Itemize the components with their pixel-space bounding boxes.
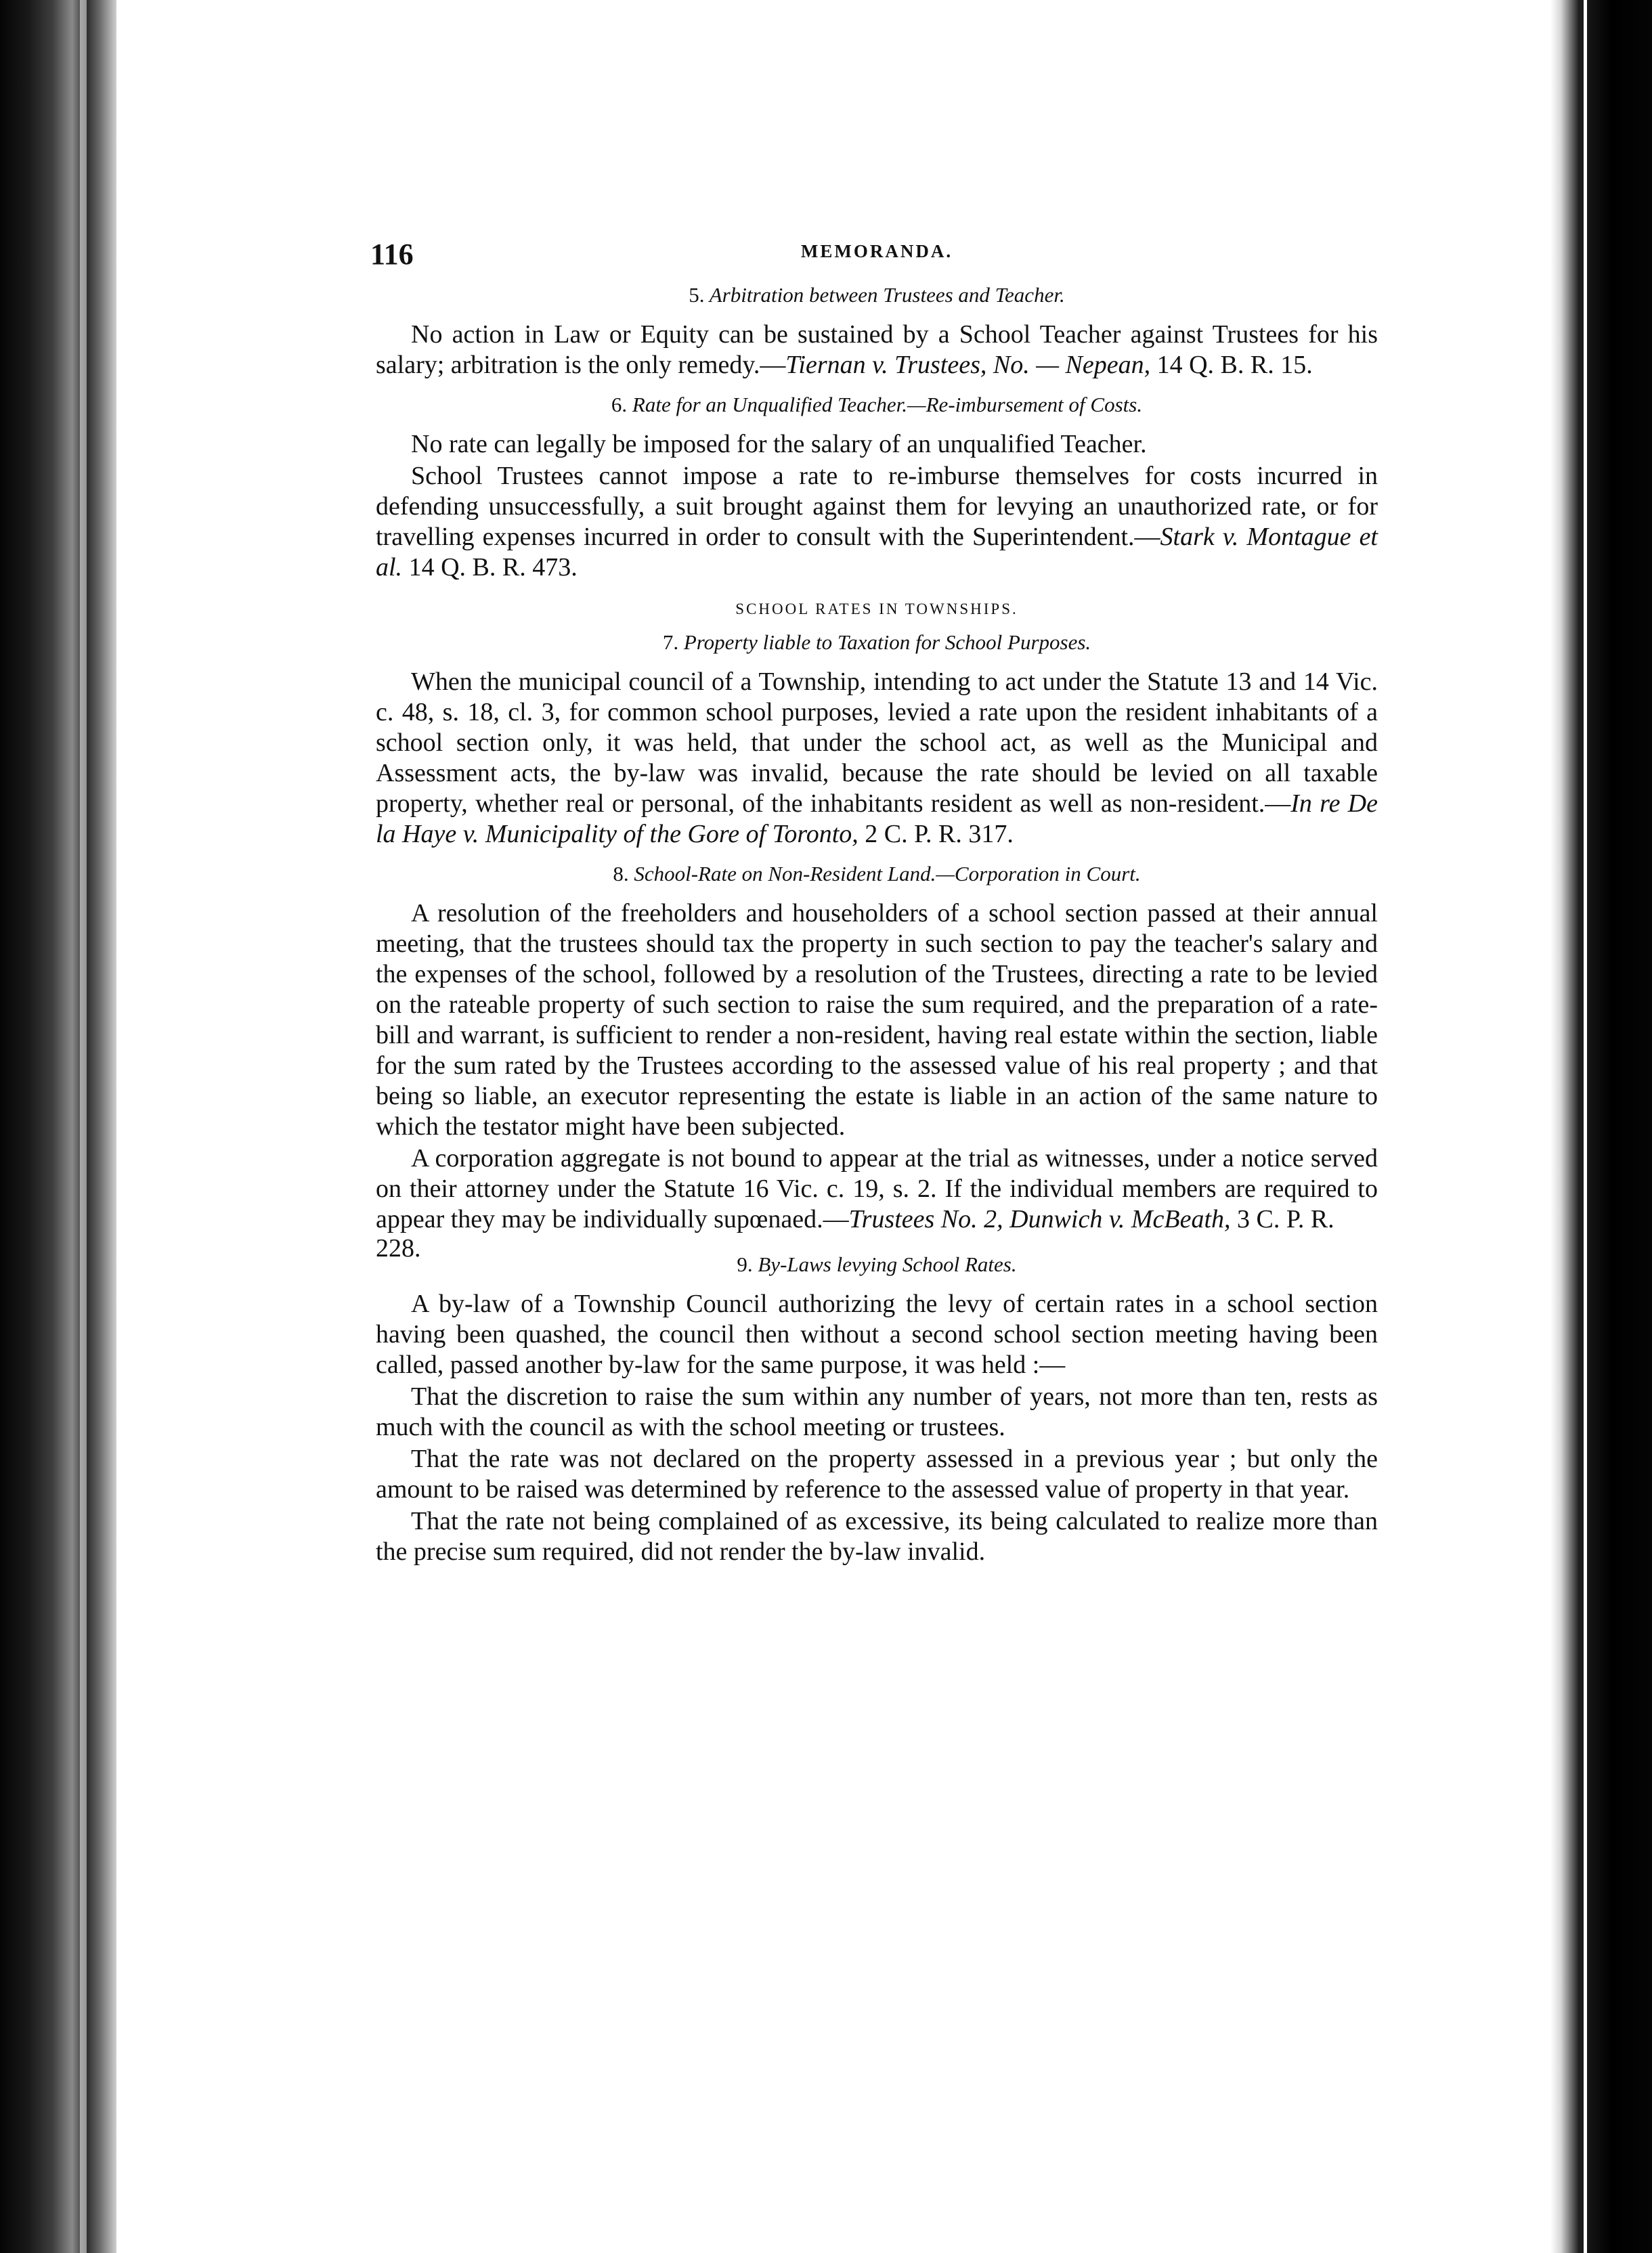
section-6-number: 6.	[611, 393, 628, 416]
section-8-heading	[376, 860, 1378, 888]
section-5-text: No action in Law or Equity can be sustained by a School Teacher against Trustees for his salary; arbitration is the only remedy.—	[376, 320, 1378, 379]
section-5-title: Arbitration between Trustees and Teacher.	[709, 283, 1065, 307]
section-6-heading	[376, 391, 1378, 418]
section-8-citation: Trustees No. 2, Dunwich v. McBeath,	[848, 1205, 1231, 1233]
page-edge-line-right	[1584, 0, 1587, 2253]
section-8-reference: 3 C. P. R.	[1230, 1205, 1334, 1233]
section-9-number: 9.	[737, 1252, 753, 1276]
section-9-title: By-Laws levying School Rates.	[758, 1252, 1017, 1276]
section-7-title: Property liable to Taxation for School Purposes.	[683, 630, 1091, 654]
page-edge-shadow-right	[1550, 0, 1652, 2253]
section-6-text: School Trustees cannot impose a rate to re-imburse themselves for costs incurred in defending unsuccessfully, a suit brought against them for levying an unauthorized rate, or for travelling expenses incurred in order to consult with the Superintendent.—	[376, 462, 1378, 551]
section-7-text: When the municipal council of a Township, intending to act under the Statute 13 and 14 Vic. c. 48, s. 18, cl. 3, for common school purposes, levied a rate upon the resident inhabitants of a school section only, it was held, that under the school act, as well as the Municipal and Assessment acts, the by-law was invalid, because the rate should be levied on all taxable property, whether real or personal, of the inhabitants resident as well as non-resident.—	[376, 668, 1378, 818]
section-6-title: Rate for an Unqualified Teacher.—Re-imbursement of Costs.	[632, 393, 1143, 416]
section-5-paragraph	[376, 320, 1378, 380]
section-5-number: 5.	[689, 283, 705, 307]
section-8-paragraph-2	[376, 1143, 1378, 1235]
section-6-reference: 14 Q. B. R. 473.	[402, 553, 578, 582]
section-6-paragraph-2	[376, 461, 1378, 583]
section-8-number: 8.	[613, 862, 629, 885]
section-8-title: School-Rate on Non-Resident Land.—Corporation in Court.	[634, 862, 1141, 885]
section-8-reference-page: 228.	[376, 1234, 421, 1263]
section-8-paragraph-1: A resolution of the freeholders and householders of a school section passed at their annual meeting, that the trustees should tax the property in such section to pay the teacher's salary and the expenses of the school, followed by a resolution of the Trustees, directing a rate to be levied on the rateable property of such section to raise the sum required, and the preparation of a rate-bill and warrant, is sufficient to render a non-resident, having real estate within the section, liable for the sum rated by the Trustees according to the assessed value of his real property ; and that being so liable, an executor representing the estate is liable in an action of the same nature to which the testator might have been subjected.	[376, 899, 1378, 1141]
section-9-paragraph-4: That the rate not being complained of as excessive, its being calculated to realize more than the precise sum required, did not render the by-law invalid.	[376, 1507, 1378, 1566]
section-8-text: A corporation aggregate is not bound to appear at the trial as witnesses, under a notice served on their attorney under the Statute 16 Vic. c. 19, s. 2. If the individual members are required to appear they may be individually supœnaed.—	[376, 1144, 1378, 1233]
section-9-paragraph-2: That the discretion to raise the sum within any number of years, not more than ten, rests as much with the council as with the school meeting or trustees.	[376, 1382, 1378, 1441]
section-7-paragraph	[376, 667, 1378, 850]
page-body	[370, 223, 1378, 1567]
section-9-heading	[376, 1251, 1378, 1278]
page-number: 116	[370, 238, 414, 271]
section-9-paragraph-3: That the rate was not declared on the property assessed in a previous year ; but only the amount to be raised was determined by reference to the assessed value of property in that year.	[376, 1445, 1378, 1504]
section-5-citation: Tiernan v. Trustees, No. — Nepean,	[785, 351, 1151, 379]
section-6-paragraph-1: No rate can legally be imposed for the salary of an unqualified Teacher.	[411, 430, 1147, 458]
running-head	[370, 223, 1378, 271]
section-7-number: 7.	[662, 630, 679, 654]
section-7-reference: 2 C. P. R. 317.	[858, 820, 1014, 848]
section-5-reference: 14 Q. B. R. 15.	[1150, 351, 1313, 379]
running-head-title: MEMORANDA.	[800, 241, 953, 261]
section-7-citation: In re De la Haye v. Municipality of the Gore of Toronto,	[376, 789, 1378, 848]
section-9-paragraph-1: A by-law of a Township Council authorizing the levy of certain rates in a school section having been quashed, the council then without a second school section meeting having been called, passed another by-law for the same purpose, it was held :—	[376, 1290, 1378, 1379]
book-spine-shadow-left	[0, 0, 116, 2253]
section-7-heading	[376, 629, 1378, 656]
section-6-citation: Stark v. Montague et al.	[376, 523, 1378, 582]
school-rates-heading: SCHOOL RATES IN TOWNSHIPS.	[735, 600, 1018, 617]
section-5-heading	[376, 282, 1378, 309]
book-spine-highlight	[80, 0, 87, 2253]
